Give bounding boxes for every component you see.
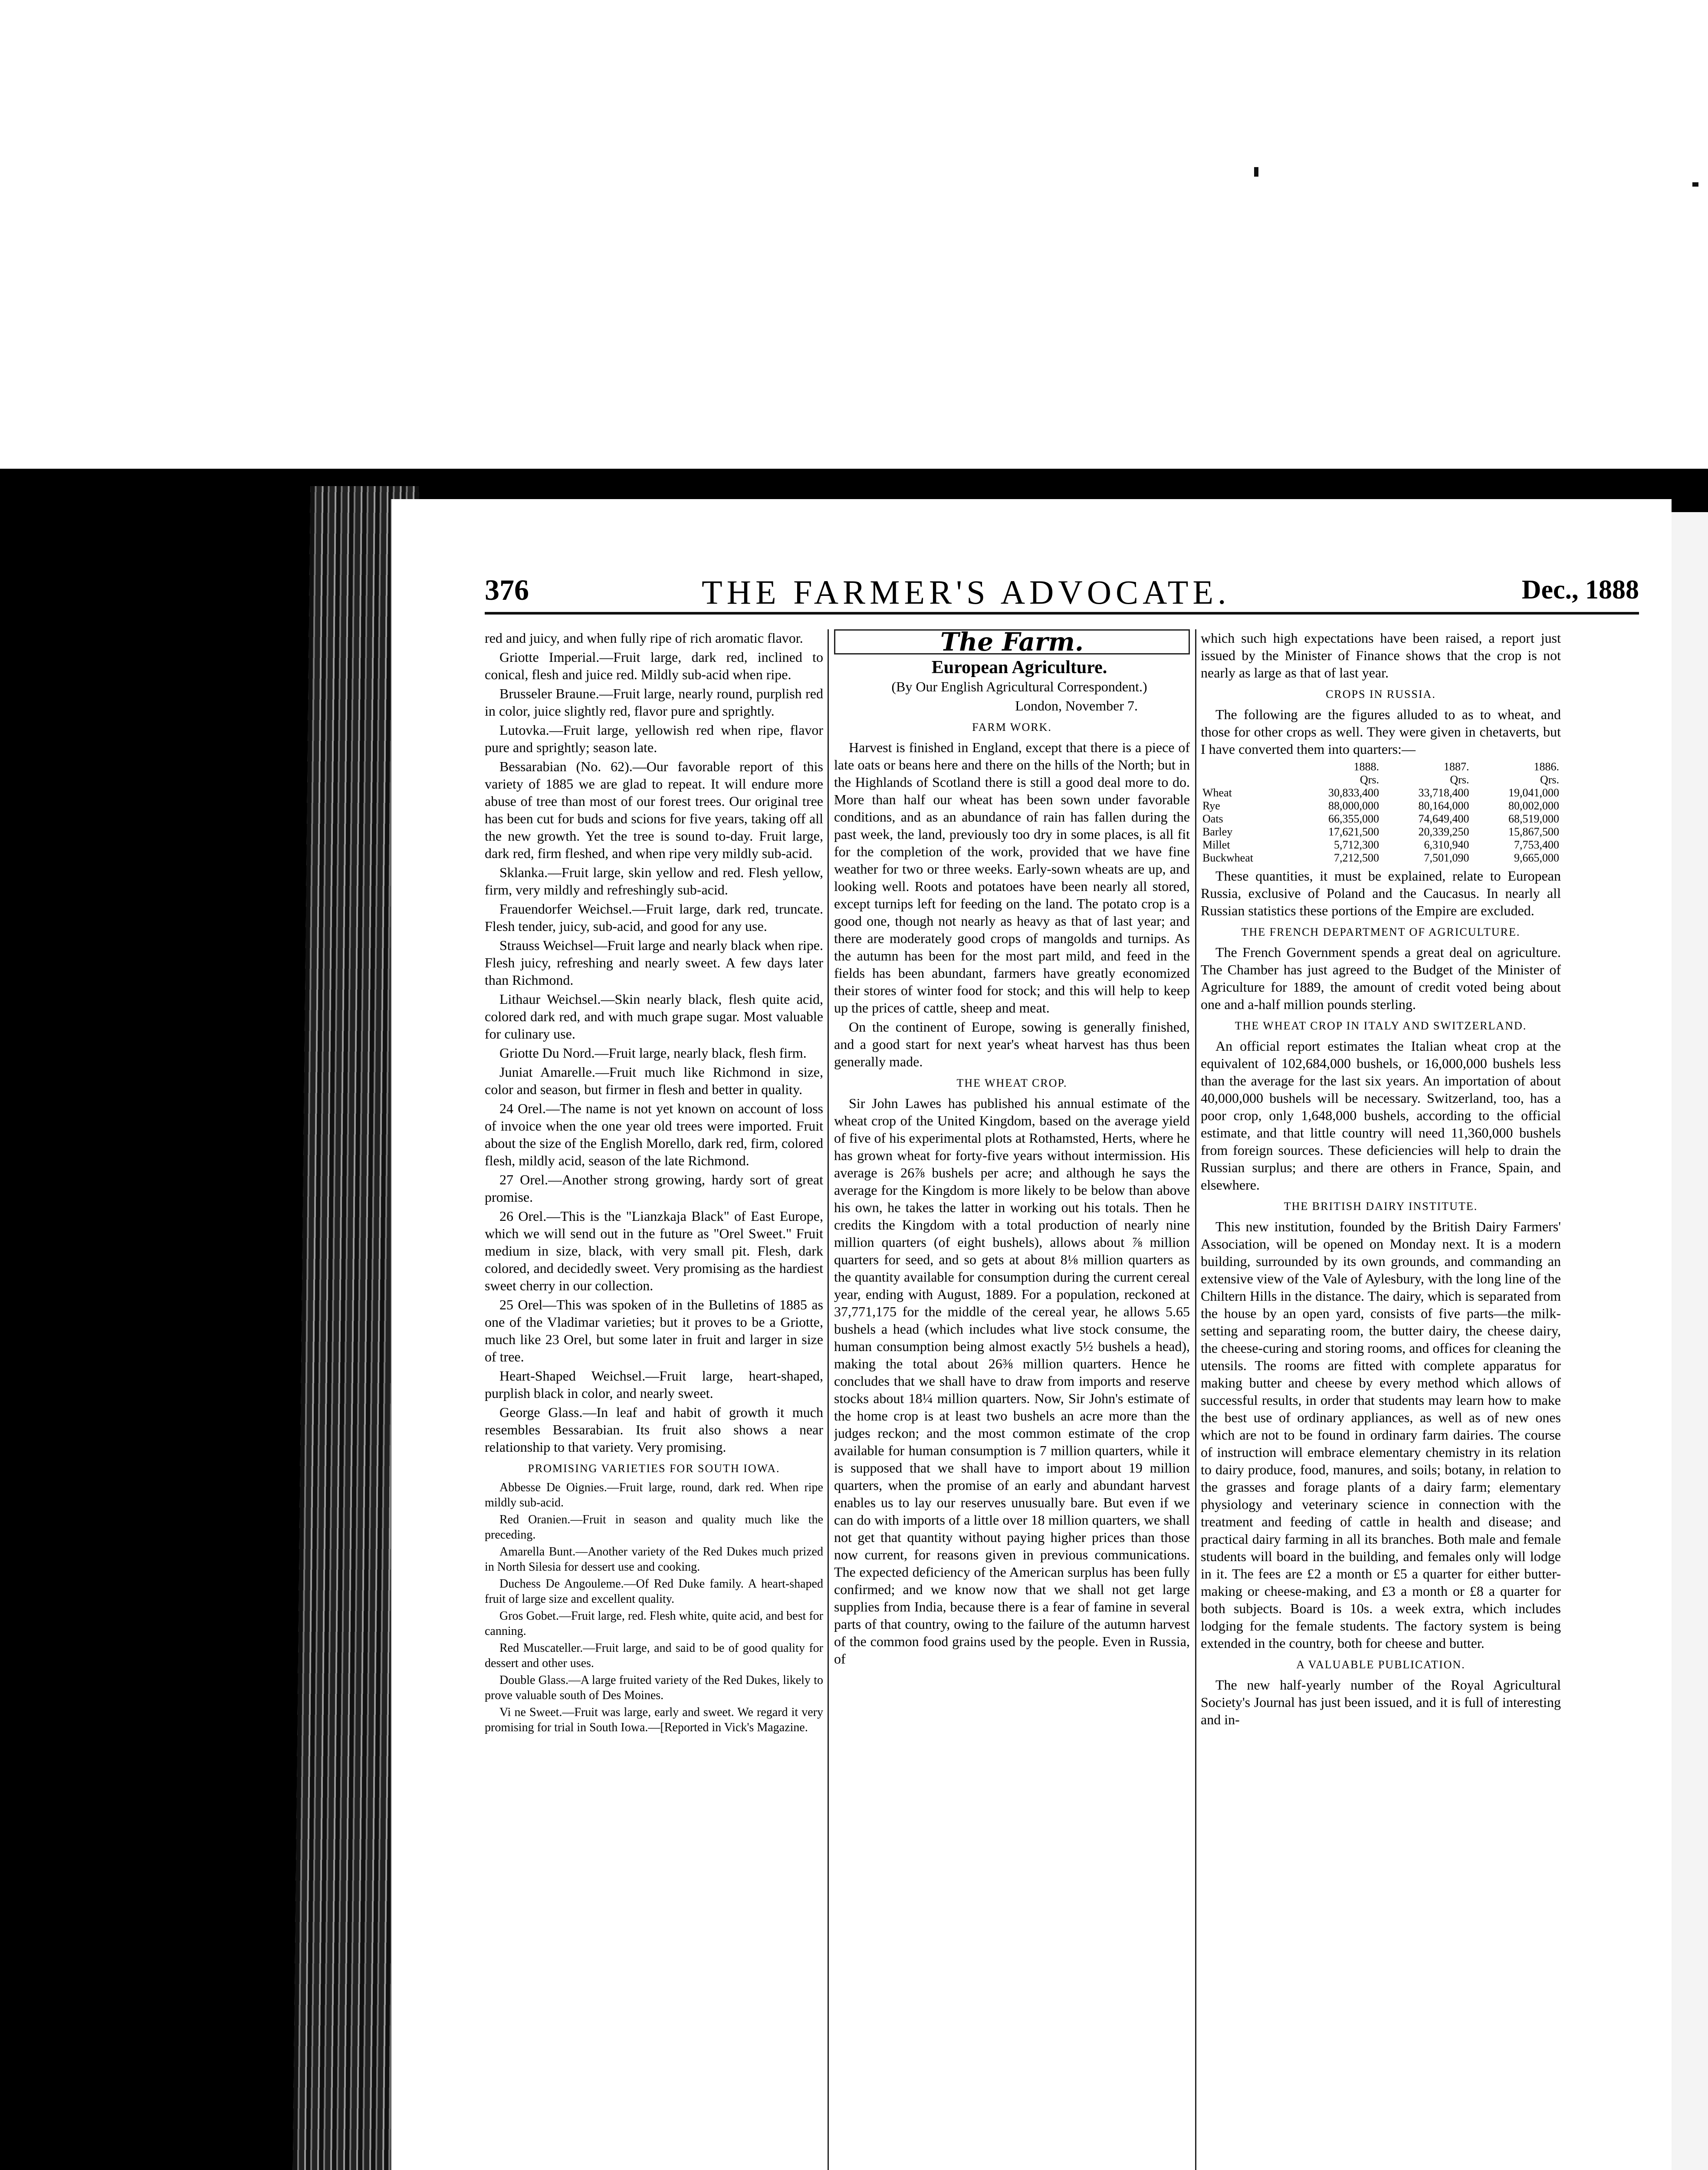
paragraph: Vi ne Sweet.—Fruit was large, early and sweet. We regard it very promising for trial in South Iowa.—[Reported in Vick's Magazine. <box>485 1706 823 1734</box>
subheading: PROMISING VARIETIES FOR SOUTH IOWA. <box>528 1462 780 1475</box>
byline: (By Our English Agricultural Correspondent.) <box>891 679 1147 694</box>
paragraph: Lithaur Weichsel.—Skin nearly black, flesh quite acid, colored dark red, and with much grape sugar. Most valuable for culinary use. <box>485 991 823 1042</box>
column-left <box>485 629 823 2170</box>
table-cell: Qrs. <box>1450 773 1469 786</box>
table-cell: 88,000,000 <box>1328 799 1379 812</box>
table-cell: 80,164,000 <box>1418 799 1469 812</box>
paragraph: 26 Orel.—This is the "Lianzkaja Black" of East Europe, which we will send out in the future as "Orel Sweet." Fruit medium in size, black, with very small pit. Flesh, dark colored, and decidedly sweet. Very promising as the hardiest sweet cherry in our collection. <box>485 1208 823 1293</box>
paragraph: Duchess De Angouleme.—Of Red Duke family. A heart-shaped fruit of large size and excellent quality. <box>485 1577 823 1606</box>
subheading: THE BRITISH DAIRY INSTITUTE. <box>1284 1200 1478 1213</box>
column-rule <box>1195 629 1196 2170</box>
table-cell: Oats <box>1202 812 1223 825</box>
paragraph: Amarella Bunt.—Another variety of the Red Dukes much prized in North Silesia for dessert use and cooking. <box>485 1545 823 1574</box>
column-middle <box>834 629 1190 2170</box>
scan-background-top <box>0 0 1708 469</box>
paragraph: Abbesse De Oignies.—Fruit large, round, dark red. When ripe mildly sub-acid. <box>485 1481 823 1509</box>
table-cell: 66,355,000 <box>1328 812 1379 825</box>
table-cell: 30,833,400 <box>1328 786 1379 799</box>
table-cell: 17,621,500 <box>1328 825 1379 838</box>
paragraph: Bessarabian (No. 62).—Our favorable report of this variety of 1885 we are glad to repeat. It will endure more abuse of tree than most of our forest trees. Our original tree has been cut for buds and scions for five years, taking off all the new growth. Yet the tree is sound to-day. Fruit large, dark red, firm fleshed, and when ripe very mildly sub-acid. <box>485 759 823 861</box>
table-row <box>1201 852 1561 865</box>
table-cell: 20,339,250 <box>1418 825 1469 838</box>
paragraph: Harvest is finished in England, except that there is a piece of late oats or beans here and there on the hills of the North; but in the Highlands of Scotland there is still a good deal more to do. More than half our wheat has been sown under favorable conditions, and as an abundance of rain has fallen during the past week, the land, previously too dry in some places, is all fit for the completion of the work, provided that we have fine weather for two or three weeks. Early-sown wheats are up, and looking well. Roots and potatoes have been nearly all stored, except turnips left for feeding on the land. The potato crop is a good one, though not nearly as heavy as that of last year; and there are moderately good crops of mangolds and turnips. As the autumn has been for the most part mild, and feed in the fields has been abundant, farmers have greatly economized their stores of winter food for stock; and this will help to keep up the prices of cattle, sheep and meat. <box>834 740 1190 1016</box>
table-cell <box>1201 773 1291 786</box>
paragraph: which such high expectations have been raised, a report just issued by the Minister of Finance shows that the crop is not nearly as large as that of last year. <box>1201 630 1561 681</box>
table-header-row <box>1201 760 1561 773</box>
paragraph: Griotte Du Nord.—Fruit large, nearly black, flesh firm. <box>499 1045 807 1061</box>
paragraph: Strauss Weichsel—Fruit large and nearly black when ripe. Flesh juicy, refreshing and nearly sweet. A few days later than Richmond. <box>485 937 823 988</box>
table-cell: 7,212,500 <box>1334 852 1379 864</box>
column-rule <box>828 629 829 2170</box>
column-right <box>1201 629 1561 2170</box>
table-cell: Millet <box>1202 838 1230 851</box>
table-unit-row <box>1201 773 1561 786</box>
newspaper-page <box>391 499 1672 2170</box>
paragraph: 24 Orel.—The name is not yet known on account of loss of invoice when the one year old trees were imported. Fruit about the size of the English Morello, dark red, firm, colored flesh, mildly acid, season of the late Richmond. <box>485 1101 823 1168</box>
article-title: European Agriculture. <box>931 658 1107 677</box>
paragraph: Sir John Lawes has published his annual estimate of the wheat crop of the United Kingdom, based on the average yield of five of his experimental plots at Rothamsted, Herts, where he has grown wheat for forty-five years without intermission. His average is 26⅞ bushels per acre; and although he says the average for the Kingdom is more likely to be below than above his own, he takes the latter in working out his totals. Then he credits the Kingdom with a total production of nearly nine million quarters (of eight bushels), allows about ⅞ million quarters for seed, and so gets at about 8⅛ million quarters as the quantity available for consumption during the current cereal year, ending with August, 1889. For a population, reckoned at 37,771,175 for the middle of the cereal year, he allows 5.65 bushels a head (which includes what live stock consume, the human consumption being almost exactly 5½ bushels a head), making the total about 26⅜ million quarters. Hence he concludes that we shall have to draw from imports and reserve stocks about 18¼ million quarters. Now, Sir John's estimate of the home crop is at least two bushels an acre more than the judges reckon; and the most common estimate of the crop available for human consumption is 7 million quarters, while it is supposed that we shall have to import about 19 million quarters, when the promise of an early and abundant harvest enables us to lay our reserves unusually bare. But even if we can do with imports of a little over 18 million quarters, we shall not get that quantity without paying higher prices than those now current, for reasons given in previous communications. The expected deficiency of the American surplus has been fully confirmed; and we know now that we shall not get large supplies from India, because there is a fear of famine in several parts of that country, owing to the failure of the autumn harvest of the common food grains used by the people. Even in Russia, of <box>834 1095 1190 1667</box>
table-cell: 19,041,000 <box>1508 786 1559 799</box>
page-header <box>485 573 1639 615</box>
table-cell: Buckwheat <box>1202 852 1253 864</box>
scan-speck <box>1692 182 1698 187</box>
page-number: 376 <box>485 573 529 606</box>
paragraph: Frauendorfer Weichsel.—Fruit large, dark red, truncate. Flesh tender, juicy, sub-acid, and good for any use. <box>485 901 823 934</box>
paragraph: Heart-Shaped Weichsel.—Fruit large, heart-shaped, purplish black in color, and nearly sweet. <box>485 1368 823 1401</box>
issue-date: Dec., 1888 <box>1521 575 1639 605</box>
section-heading: The Farm. <box>834 629 1190 654</box>
table-cell: 15,867,500 <box>1508 825 1559 838</box>
paragraph: The French Government spends a great deal on agriculture. The Chamber has just agreed to the Budget of the Minister of Agriculture for 1889, the amount of credit voted being about one and a-half million pounds sterling. <box>1201 944 1561 1012</box>
paragraph: 27 Orel.—Another strong growing, hardy sort of great promise. <box>485 1172 823 1205</box>
paragraph: Red Oranien.—Fruit in season and quality much like the preceding. <box>485 1513 823 1542</box>
subheading: THE WHEAT CROP. <box>956 1077 1068 1089</box>
paragraph: Lutovka.—Fruit large, yellowish red when ripe, flavor pure and sprightly; season late. <box>485 722 823 755</box>
table-row <box>1201 786 1561 799</box>
paragraph: Juniat Amarelle.—Fruit much like Richmond in size, color and season, but firmer in flesh and better in quality. <box>485 1064 823 1097</box>
paragraph: Brusseler Braune.—Fruit large, nearly round, purplish red in color, juice slightly red, flavor pure and sprightly. <box>485 686 823 719</box>
masthead-title: THE FARMER'S ADVOCATE. <box>702 573 1231 611</box>
table-cell: 33,718,400 <box>1418 786 1469 799</box>
table-cell: 9,665,000 <box>1514 852 1559 864</box>
paragraph: Red Muscateller.—Fruit large, and said to be of good quality for dessert and other uses. <box>485 1641 823 1670</box>
table-cell: Wheat <box>1202 786 1232 799</box>
table-cell: 1886. <box>1534 760 1559 773</box>
scan-speck <box>1254 167 1258 177</box>
table-cell: Barley <box>1202 825 1233 838</box>
table-cell: 6,310,940 <box>1424 838 1469 851</box>
subheading: FARM WORK. <box>972 721 1052 733</box>
table-row <box>1201 838 1561 852</box>
table-cell: 80,002,000 <box>1508 799 1559 812</box>
table-row <box>1201 799 1561 812</box>
table-cell: 68,519,000 <box>1508 812 1559 825</box>
table-cell <box>1201 760 1291 773</box>
subheading: THE WHEAT CROP IN ITALY AND SWITZERLAND. <box>1235 1019 1527 1032</box>
table-cell: Rye <box>1202 799 1220 812</box>
table-cell: 7,753,400 <box>1514 838 1559 851</box>
subheading: THE FRENCH DEPARTMENT OF AGRICULTURE. <box>1241 926 1521 938</box>
table-cell: 1887. <box>1443 760 1469 773</box>
paragraph: George Glass.—In leaf and habit of growth it much resembles Bessarabian. Its fruit also shows a near relationship to that variety. Very promising. <box>485 1404 823 1455</box>
table-row <box>1201 812 1561 825</box>
table-cell: 5,712,300 <box>1334 838 1379 851</box>
paragraph: The following are the figures alluded to as to wheat, and those for other crops as well. They were given in chetaverts, but I have converted them into quarters:— <box>1201 707 1561 757</box>
table-cell: Qrs. <box>1360 773 1379 786</box>
paragraph: red and juicy, and when fully ripe of rich aromatic flavor. <box>485 630 803 646</box>
paragraph: 25 Orel—This was spoken of in the Bulletins of 1885 as one of the Vladimar varieties; but it proves to be a Griotte, much like 23 Orel, but some later in fruit and larger in size of tree. <box>485 1297 823 1364</box>
dateline: London, November 7. <box>1015 698 1138 713</box>
subheading: A VALUABLE PUBLICATION. <box>1296 1658 1465 1671</box>
crops-table <box>1201 760 1561 865</box>
paragraph: An official report estimates the Italian wheat crop at the equivalent of 102,684,000 bushels, or 16,000,000 bushels less than the average for the last six years. An importation of about 40,000,000 bushels will be necessary. Switzerland, too, has a poor crop, only 1,648,000 bushels, according to the official estimate, and that little country will need 11,360,000 bushels from foreign sources. These deficiencies will help to drain the Russian surplus; and there are others in France, Spain, and elsewhere. <box>1201 1038 1561 1193</box>
table-cell: 1888. <box>1353 760 1379 773</box>
table-cell: Qrs. <box>1540 773 1559 786</box>
paragraph: Sklanka.—Fruit large, skin yellow and red. Flesh yellow, firm, very mildly and refreshingly sub-acid. <box>485 865 823 898</box>
table-cell: 7,501,090 <box>1424 852 1469 864</box>
table-cell: 74,649,400 <box>1418 812 1469 825</box>
paragraph: The new half-yearly number of the Royal Agricultural Society's Journal has just been issued, and it is full of interesting and in- <box>1201 1677 1561 1727</box>
subheading: CROPS IN RUSSIA. <box>1326 688 1436 700</box>
paragraph: Gros Gobet.—Fruit large, red. Flesh white, quite acid, and best for canning. <box>485 1609 823 1638</box>
paragraph: Griotte Imperial.—Fruit large, dark red, inclined to conical, flesh and juice red. Mildly sub-acid when ripe. <box>485 649 823 682</box>
paragraph: Double Glass.—A large fruited variety of the Red Dukes, likely to prove valuable south of Des Moines. <box>485 1674 823 1702</box>
table-row <box>1201 825 1561 838</box>
paragraph: On the continent of Europe, sowing is generally finished, and a good start for next year's wheat harvest has thus been generally made. <box>834 1019 1190 1069</box>
paragraph: This new institution, founded by the British Dairy Farmers' Association, will be opened on Monday next. It is a modern building, surrounded by its own grounds, and commanding an extensive view of the Vale of Aylesbury, with the long line of the Chiltern Hills in the distance. The dairy, which is separated from the house by an open yard, consists of five parts—the milk-setting and separating room, the butter dairy, the cheese dairy, the cheese-curing and storing rooms, and offices for cleaning the utensils. The rooms are fitted with complete apparatus for making butter and cheese by every method which allows of successful results, in order that students may learn how to make the best use of ordinary appliances, as well as of new ones which are not to be found in ordinary farm dairies. The course of instruction will embrace elementary chemistry in its relation to dairy produce, food, manures, and soils; botany, in relation to the grasses and forage plants of a dairy farm; elementary physiology and veterinary science in connection with the treatment and feeding of cattle in health and disease; and practical dairy farming in all its branches. Both male and female students will board in the building, and females only will lodge in it. The fees are £2 a month or £5 a quarter for either butter-making or cheese-making, and £3 a month or £8 a quarter for both subjects. Board is 10s. a week extra, which includes lodging for the female students. The factory system is being extended in the country, both for cheese and butter. <box>1201 1219 1561 1651</box>
paragraph: These quantities, it must be explained, relate to European Russia, exclusive of Poland and the Caucasus. In nearly all Russian statistics these portions of the Empire are excluded. <box>1201 868 1561 918</box>
